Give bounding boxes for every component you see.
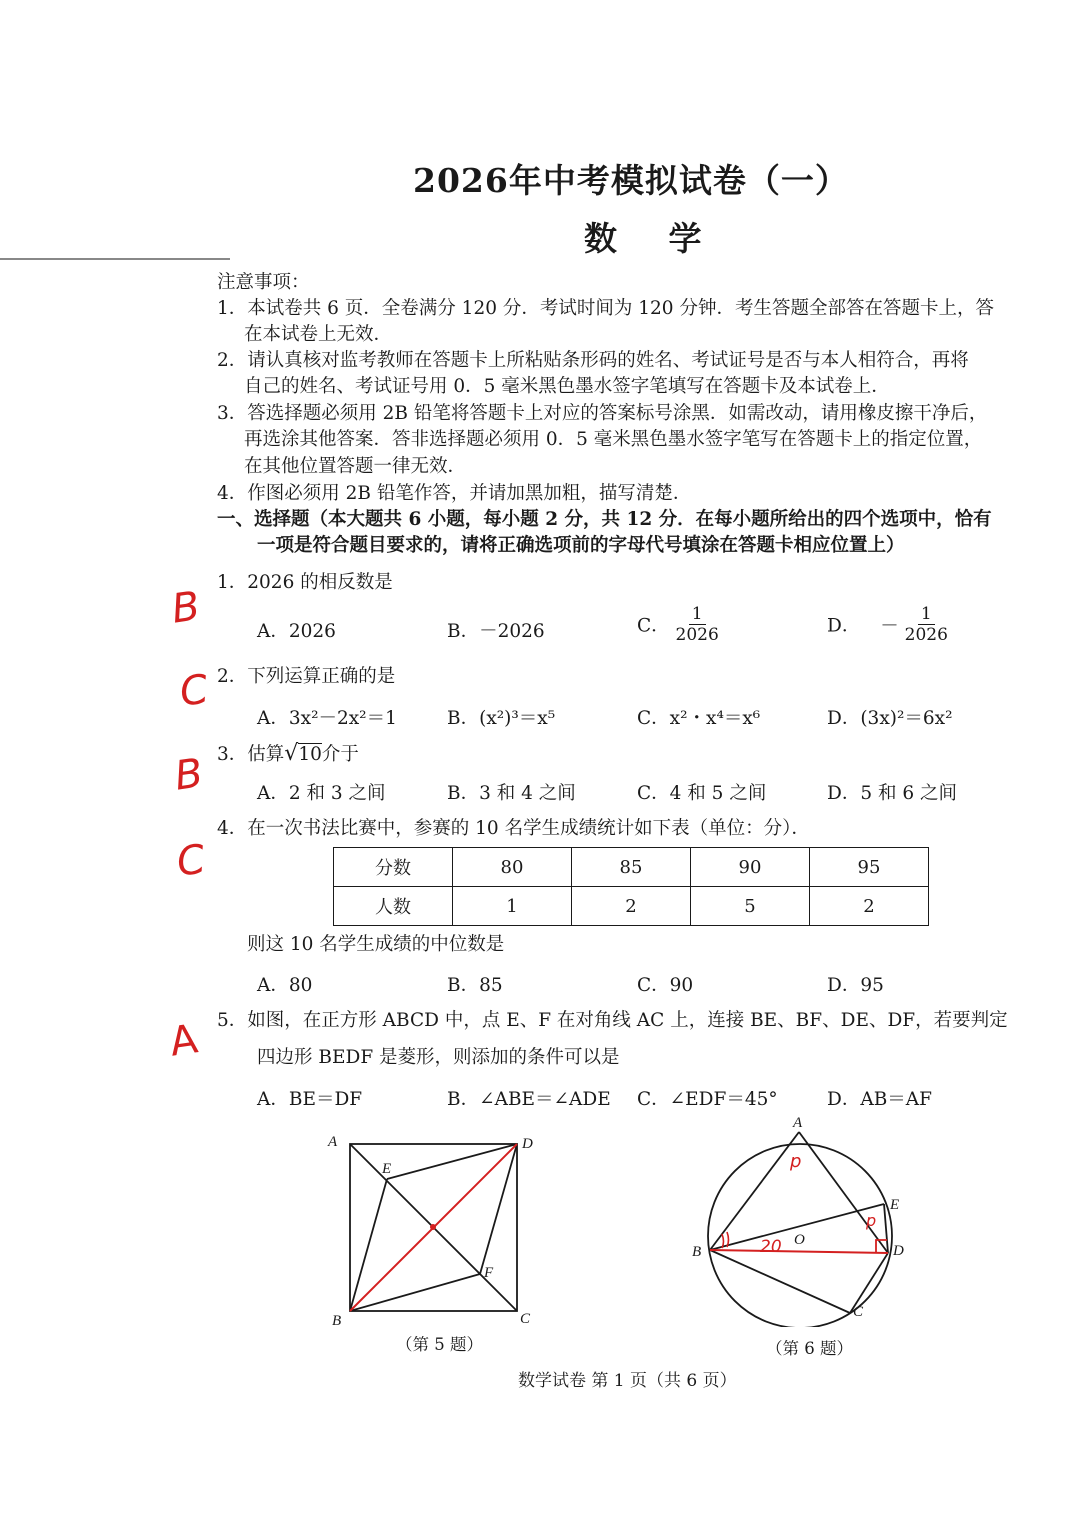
table-cell: 人数 — [334, 887, 453, 926]
label-c: C — [520, 1311, 531, 1327]
q3-option-a: A．2 和 3 之间 — [257, 783, 386, 804]
q2-option-a: A．3x²－2x²＝1 — [257, 708, 397, 729]
q1-c-denominator: 2026 — [675, 625, 719, 645]
q5-option-b: B．∠ABE＝∠ADE — [447, 1089, 611, 1110]
q4-option-b: B．85 — [447, 975, 503, 996]
segment-ad — [799, 1132, 888, 1253]
angle-e-annotation: p — [866, 1211, 877, 1230]
q4-handwritten-answer: C — [173, 836, 209, 886]
label-c: C — [853, 1304, 864, 1320]
table-cell: 分数 — [334, 848, 453, 887]
notice-line: 自己的姓名、考试证号用 0．5 毫米黑色墨水签字笔填写在答题卡及本试卷上． — [244, 376, 890, 397]
table-cell: 2 — [810, 887, 929, 926]
q1-option-b: B．－2026 — [447, 621, 545, 642]
q5-option-c: C．∠EDF＝45° — [637, 1089, 778, 1110]
notice-line: 1．本试卷共 6 页．全卷满分 120 分．考试时间为 120 分钟．考生答题全部答在答题卡上，答 — [217, 298, 994, 319]
q4-option-d: D．95 — [827, 975, 884, 996]
table-cell: 95 — [810, 848, 929, 887]
sqrt-sign: √ — [284, 741, 299, 766]
q1-handwritten-answer: B — [168, 583, 203, 633]
notice-line: 3．答选择题必须用 2B 铅笔将答题卡上对应的答案标号涂黑．如需改动，请用橡皮擦干净后， — [217, 403, 988, 424]
figure-5-caption: （第 5 题） — [396, 1335, 483, 1354]
left-margin-rule — [0, 258, 230, 260]
notice-line: 在其他位置答题一律无效． — [244, 456, 467, 477]
label-d: D — [893, 1243, 904, 1259]
segment-ab — [710, 1132, 802, 1250]
label-o: O — [794, 1232, 805, 1248]
q1-option-d-fraction — [905, 604, 948, 645]
q5-stem-line1: 5．如图，在正方形 ABCD 中，点 E、F 在对角线 AC 上，连接 BE、BF、DE、DF，若要判定 — [217, 1010, 1008, 1031]
q2-option-d: D．(3x)²＝6x² — [827, 708, 953, 729]
q3-stem-post: 介于 — [321, 744, 359, 765]
q4-stem: 4．在一次书法比赛中，参赛的 10 名学生成绩统计如下表（单位：分）． — [217, 818, 810, 839]
table-row — [334, 887, 929, 926]
q3-stem-pre: 3．估算 — [217, 744, 285, 765]
segment-bc — [710, 1250, 850, 1313]
q3-handwritten-answer: B — [171, 750, 206, 800]
section-heading-cont: 一项是符合题目要求的，请将正确选项前的字母代号填涂在答题卡相应位置上） — [257, 535, 905, 556]
q1-d-denominator: 2026 — [904, 625, 948, 645]
figure-6-caption: （第 6 题） — [766, 1339, 853, 1358]
table-cell: 1 — [453, 887, 572, 926]
table-cell: 2 — [572, 887, 691, 926]
section-heading: 一、选择题（本大题共 6 小题，每小题 2 分，共 12 分．在每小题所给出的四个选项中，恰有 — [217, 509, 992, 530]
label-b: B — [332, 1313, 342, 1329]
q5-option-d: D．AB＝AF — [827, 1089, 932, 1110]
center-point — [430, 1224, 436, 1230]
segment-ed — [884, 1204, 888, 1253]
score-table — [333, 847, 929, 926]
notice-line: 4．作图必须用 2B 铅笔作答，并请加黑加粗，描写清楚． — [217, 483, 692, 504]
q1-stem: 1．2026 的相反数是 — [217, 572, 393, 593]
q5-option-a: A．BE＝DF — [257, 1089, 363, 1110]
q3-option-c: C．4 和 5 之间 — [637, 783, 767, 804]
notice-line: 在本试卷上无效． — [244, 324, 393, 345]
notice-line: 再选涂其他答案．答非选择题必须用 0．5 毫米黑色墨水签字笔写在答题卡上的指定位置， — [244, 429, 983, 450]
q2-handwritten-answer: C — [176, 666, 212, 716]
notice-line: 2．请认真核对监考教师在答题卡上所粘贴条形码的姓名、考试证号是否与本人相符合，再将 — [217, 350, 969, 371]
label-a: A — [328, 1134, 338, 1150]
label-a: A — [793, 1115, 803, 1131]
angle-b-annotation: 20 — [760, 1237, 782, 1257]
q1-d-numerator: 1 — [918, 604, 935, 625]
figure-6-circle — [690, 1112, 920, 1327]
table-row — [334, 848, 929, 887]
table-cell: 5 — [691, 887, 810, 926]
subject-title: 数 学 — [584, 219, 722, 258]
label-d: D — [522, 1136, 533, 1152]
q1-c-numerator: 1 — [689, 604, 706, 625]
diameter-bd-red — [710, 1250, 888, 1253]
label-e: E — [890, 1197, 900, 1213]
figure-5-square — [320, 1125, 550, 1335]
table-cell: 90 — [691, 848, 810, 887]
q1-option-d-label: D． — [827, 615, 861, 637]
table-cell: 85 — [572, 848, 691, 887]
q3-radicand: 10 — [298, 744, 322, 765]
label-e: E — [382, 1161, 392, 1177]
angle-a-annotation: p — [790, 1151, 802, 1172]
q2-option-c: C．x²・x⁴＝x⁶ — [637, 708, 761, 729]
segment-ed — [387, 1144, 517, 1179]
q3-option-d: D．5 和 6 之间 — [827, 783, 958, 804]
q4-option-c: C．90 — [637, 975, 694, 996]
q4-option-a: A．80 — [257, 975, 313, 996]
q2-stem: 2．下列运算正确的是 — [217, 666, 396, 687]
q1-option-c-fraction — [676, 604, 719, 645]
q1-option-a: A．2026 — [257, 621, 336, 642]
q5-handwritten-answer: A — [166, 1016, 201, 1066]
q1-option-c-label: C． — [637, 615, 670, 637]
q5-stem-line2: 四边形 BEDF 是菱形，则添加的条件可以是 — [257, 1047, 620, 1068]
table-cell: 80 — [453, 848, 572, 887]
q1-option-c — [637, 604, 719, 645]
notice-heading: 注意事项： — [217, 272, 310, 293]
q3-option-b: B．3 和 4 之间 — [447, 783, 576, 804]
page-footer: 数学试卷 第 1 页（共 6 页） — [518, 1371, 737, 1391]
q1-option-d — [827, 604, 948, 645]
q1-d-sign: － — [880, 615, 899, 637]
label-b: B — [692, 1244, 702, 1260]
page-title: 2026年中考模拟试卷（一） — [413, 161, 849, 200]
q3-stem — [217, 741, 359, 768]
label-f: F — [484, 1265, 494, 1281]
q4-question: 则这 10 名学生成绩的中位数是 — [247, 934, 505, 955]
q2-option-b: B．(x²)³＝x⁵ — [447, 708, 556, 729]
